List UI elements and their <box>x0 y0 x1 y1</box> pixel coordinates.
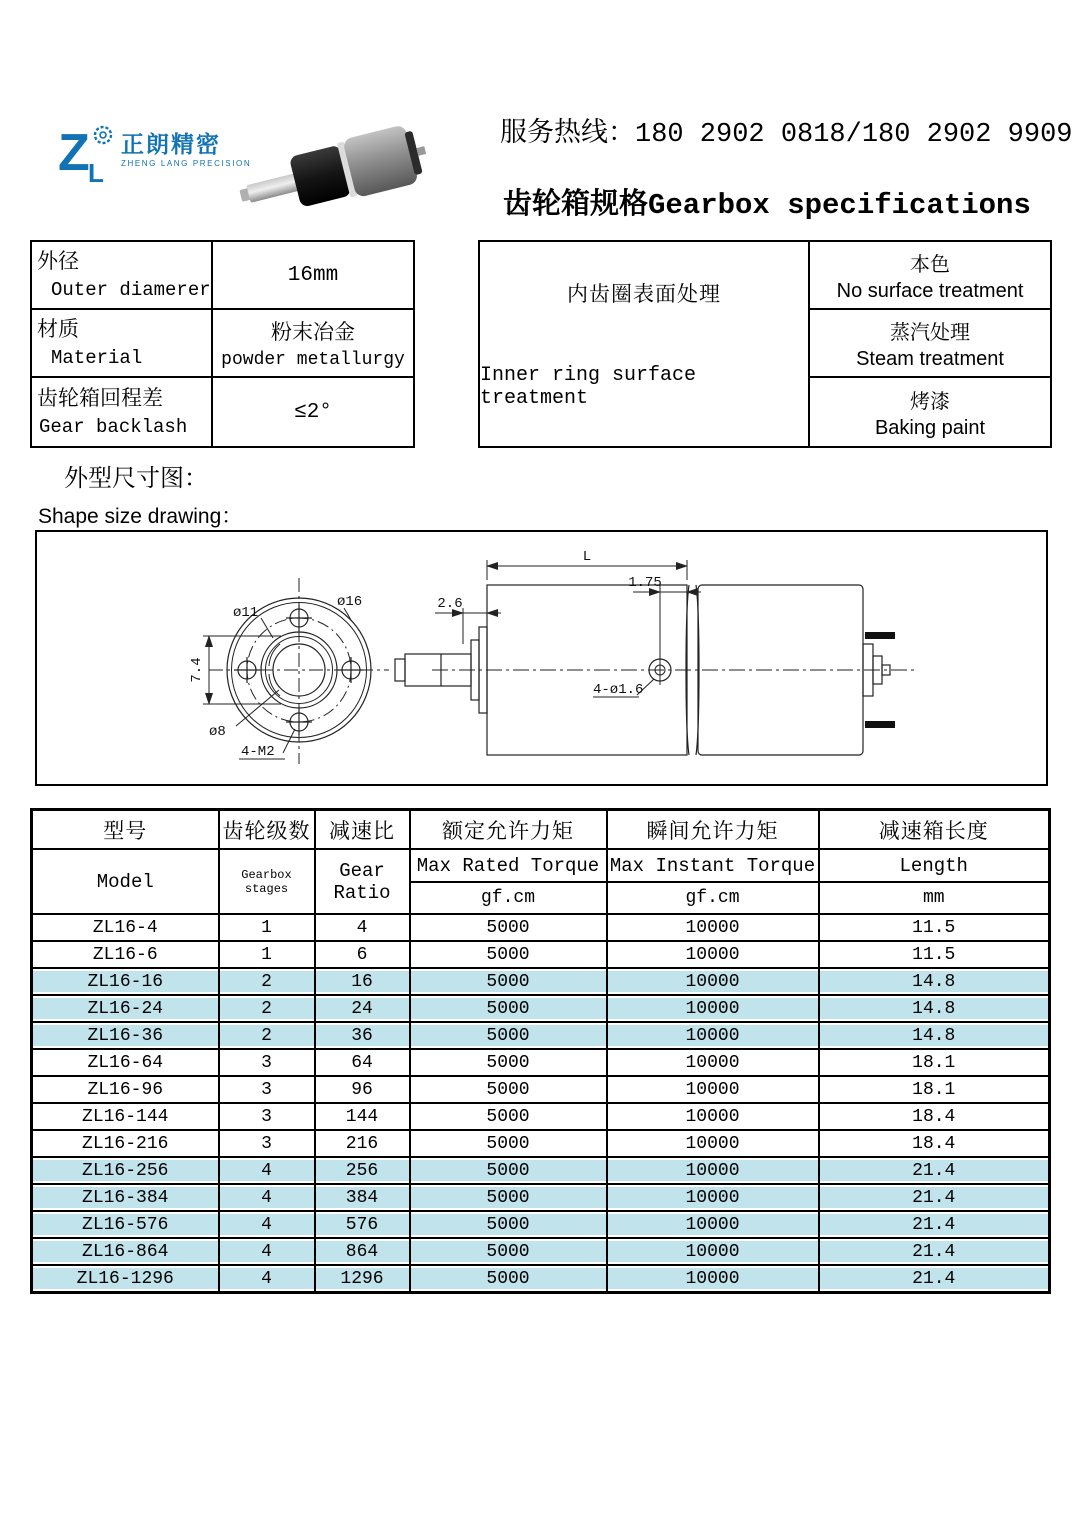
dim-phi8: ø8 <box>209 724 226 740</box>
dim-4m2: 4-M2 <box>241 744 275 760</box>
cell-length: 14.8 <box>819 1022 1050 1049</box>
cell-model: ZL16-144 <box>32 1103 219 1130</box>
value: ≤2° <box>294 400 332 424</box>
cell-stages: 3 <box>219 1049 315 1076</box>
option-en: Baking paint <box>874 416 986 439</box>
cell-ratio: 96 <box>315 1076 410 1103</box>
cell-ratio: 216 <box>315 1130 410 1157</box>
front-view <box>189 578 389 764</box>
col-model-en: Model <box>32 849 219 914</box>
table-row <box>32 1022 1050 1049</box>
table-row <box>32 1211 1050 1238</box>
cell-ratio: 64 <box>315 1049 410 1076</box>
logo-letter-l: L <box>88 158 104 184</box>
cell-length: 21.4 <box>819 1184 1050 1211</box>
cell-ratio: 16 <box>315 968 410 995</box>
spec-row-backlash-value <box>213 378 413 446</box>
table-row <box>32 1130 1050 1157</box>
spec-table-right <box>478 240 1052 448</box>
cell-model: ZL16-256 <box>32 1157 219 1184</box>
surface-option-natural <box>810 242 1050 310</box>
cell-stages: 2 <box>219 995 315 1022</box>
logo-letter-z: Z <box>58 124 90 182</box>
cell-instant: 10000 <box>607 1103 819 1130</box>
product-photo <box>233 118 438 228</box>
cell-stages: 4 <box>219 1184 315 1211</box>
cell-model: ZL16-384 <box>32 1184 219 1211</box>
cell-instant: 10000 <box>607 1049 819 1076</box>
cell-ratio: 36 <box>315 1022 410 1049</box>
cell-stages: 4 <box>219 1238 315 1265</box>
dim-1-75: 1.75 <box>628 575 662 591</box>
cell-rated: 5000 <box>410 1238 607 1265</box>
cell-stages: 3 <box>219 1076 315 1103</box>
cell-length: 18.1 <box>819 1076 1050 1103</box>
cell-length: 11.5 <box>819 914 1050 941</box>
col-length-en: Length <box>819 849 1050 882</box>
cell-stages: 4 <box>219 1157 315 1184</box>
label-cn: 齿轮箱回程差 <box>37 385 163 410</box>
cell-length: 21.4 <box>819 1265 1050 1293</box>
cell-stages: 2 <box>219 968 315 995</box>
cell-rated: 5000 <box>410 1184 607 1211</box>
table-row <box>32 1076 1050 1103</box>
cell-model: ZL16-6 <box>32 941 219 968</box>
table-row <box>32 1157 1050 1184</box>
option-cn: 烤漆 <box>910 390 950 413</box>
unit-length: mm <box>819 882 1050 914</box>
spec-table-left <box>30 240 415 448</box>
col-length-cn: 减速箱长度 <box>819 810 1050 850</box>
page-title: 齿轮箱规格Gearbox specifications <box>503 189 1031 222</box>
label-cn: 材质 <box>37 316 79 341</box>
value2: powder metallurgy <box>221 350 405 370</box>
option-en: No surface treatment <box>836 279 1024 302</box>
label-en: Gear backlash <box>39 416 188 439</box>
cell-model: ZL16-16 <box>32 968 219 995</box>
unit-instant: gf.cm <box>607 882 819 914</box>
cell-stages: 4 <box>219 1211 315 1238</box>
cell-rated: 5000 <box>410 995 607 1022</box>
cell-rated: 5000 <box>410 1157 607 1184</box>
spec-row-outer-diameter-label <box>32 242 213 310</box>
cell-length: 14.8 <box>819 968 1050 995</box>
cell-rated: 5000 <box>410 1103 607 1130</box>
cell-stages: 1 <box>219 914 315 941</box>
label-en: Inner ring surface treatment <box>480 364 697 410</box>
cell-instant: 10000 <box>607 968 819 995</box>
table-row <box>32 995 1050 1022</box>
cell-length: 14.8 <box>819 995 1050 1022</box>
surface-treatment-label <box>480 242 810 446</box>
cell-instant: 10000 <box>607 1022 819 1049</box>
spec-row-backlash-label <box>32 378 213 446</box>
cell-length: 18.1 <box>819 1049 1050 1076</box>
cell-instant: 10000 <box>607 1211 819 1238</box>
col-ratio-cn: 减速比 <box>315 810 410 850</box>
table-row <box>32 941 1050 968</box>
cell-rated: 5000 <box>410 914 607 941</box>
cell-rated: 5000 <box>410 1211 607 1238</box>
cell-stages: 1 <box>219 941 315 968</box>
value: 粉末冶金 <box>271 320 355 344</box>
gear-table-body <box>32 914 1050 1293</box>
option-cn: 本色 <box>910 253 950 276</box>
table-row <box>32 968 1050 995</box>
logo-name-en: ZHENG LANG PRECISION <box>121 159 252 169</box>
cell-ratio: 384 <box>315 1184 410 1211</box>
dim-phi11: ø11 <box>233 605 259 621</box>
cell-model: ZL16-24 <box>32 995 219 1022</box>
cell-rated: 5000 <box>410 1130 607 1157</box>
cell-stages: 2 <box>219 1022 315 1049</box>
col-model-cn: 型号 <box>32 810 219 850</box>
cell-ratio: 1296 <box>315 1265 410 1293</box>
cell-stages: 4 <box>219 1265 315 1293</box>
col-rated-cn: 额定允许力矩 <box>410 810 607 850</box>
table-row <box>32 1049 1050 1076</box>
service-hotline: 服务热线：180 2902 0818/180 2902 9909 <box>500 120 1073 150</box>
logo-mark-icon <box>58 122 116 184</box>
gear-icon <box>95 127 111 143</box>
spec-row-material-label <box>32 310 213 378</box>
cell-ratio: 6 <box>315 941 410 968</box>
cell-model: ZL16-64 <box>32 1049 219 1076</box>
cell-length: 21.4 <box>819 1157 1050 1184</box>
dimension-drawing-box <box>35 530 1048 786</box>
cell-instant: 10000 <box>607 1130 819 1157</box>
table-row <box>32 1184 1050 1211</box>
col-instant-en: Max Instant Torque <box>607 849 819 882</box>
cell-rated: 5000 <box>410 968 607 995</box>
table-row <box>32 914 1050 941</box>
side-view <box>395 549 917 755</box>
drawing-label-cn: 外型尺寸图： <box>64 466 208 492</box>
cell-ratio: 144 <box>315 1103 410 1130</box>
cell-instant: 10000 <box>607 1157 819 1184</box>
cell-rated: 5000 <box>410 1076 607 1103</box>
table-row <box>32 1103 1050 1130</box>
dim-4phi16: 4-ø1.6 <box>593 682 644 698</box>
dim-L: L <box>582 549 592 565</box>
cell-model: ZL16-864 <box>32 1238 219 1265</box>
table-row <box>32 1265 1050 1293</box>
dim-7-4: 7.4 <box>189 657 205 683</box>
dimension-drawing <box>37 532 1046 784</box>
col-rated-en: Max Rated Torque <box>410 849 607 882</box>
gear-spec-table <box>30 808 1051 1294</box>
label-cn: 外径 <box>37 248 79 273</box>
header-row-cn <box>32 810 1050 850</box>
cell-model: ZL16-4 <box>32 914 219 941</box>
spec-row-material-value <box>213 310 413 378</box>
spec-row-outer-diameter-value <box>213 242 413 310</box>
dim-phi16: ø16 <box>337 594 363 610</box>
label-en: Material <box>51 347 143 370</box>
cell-length: 18.4 <box>819 1130 1050 1157</box>
cell-length: 21.4 <box>819 1238 1050 1265</box>
table-row <box>32 1238 1050 1265</box>
col-ratio-en: Gear Ratio <box>315 849 410 914</box>
label-cn: 内齿圈表面处理 <box>567 282 721 306</box>
cell-model: ZL16-216 <box>32 1130 219 1157</box>
surface-option-steam <box>810 310 1050 378</box>
cell-rated: 5000 <box>410 941 607 968</box>
company-logo <box>58 122 251 184</box>
cell-instant: 10000 <box>607 1265 819 1293</box>
cell-instant: 10000 <box>607 941 819 968</box>
dim-2-6: 2.6 <box>437 596 463 612</box>
cell-rated: 5000 <box>410 1265 607 1293</box>
cell-instant: 10000 <box>607 995 819 1022</box>
option-en: Steam treatment <box>856 347 1004 370</box>
cell-length: 18.4 <box>819 1103 1050 1130</box>
cell-instant: 10000 <box>607 1238 819 1265</box>
cell-rated: 5000 <box>410 1022 607 1049</box>
cell-rated: 5000 <box>410 1049 607 1076</box>
cell-instant: 10000 <box>607 914 819 941</box>
cell-ratio: 24 <box>315 995 410 1022</box>
cell-model: ZL16-1296 <box>32 1265 219 1293</box>
option-cn: 蒸汽处理 <box>890 321 970 344</box>
cell-ratio: 864 <box>315 1238 410 1265</box>
label-en: Outer diamerer <box>51 279 211 302</box>
cell-model: ZL16-576 <box>32 1211 219 1238</box>
cell-length: 21.4 <box>819 1211 1050 1238</box>
cell-model: ZL16-36 <box>32 1022 219 1049</box>
drawing-label-en: Shape size drawing： <box>38 505 243 528</box>
logo-text <box>121 122 251 168</box>
value: 16mm <box>287 263 339 287</box>
cell-instant: 10000 <box>607 1184 819 1211</box>
col-instant-cn: 瞬间允许力矩 <box>607 810 819 850</box>
col-stages-cn: 齿轮级数 <box>219 810 315 850</box>
cell-stages: 3 <box>219 1103 315 1130</box>
cell-stages: 3 <box>219 1130 315 1157</box>
unit-rated: gf.cm <box>410 882 607 914</box>
cell-ratio: 256 <box>315 1157 410 1184</box>
cell-model: ZL16-96 <box>32 1076 219 1103</box>
logo-name-cn: 正朗精密 <box>121 131 221 157</box>
surface-option-paint <box>810 378 1050 446</box>
cell-instant: 10000 <box>607 1076 819 1103</box>
cell-ratio: 576 <box>315 1211 410 1238</box>
cell-length: 11.5 <box>819 941 1050 968</box>
col-stages-en: Gearbox stages <box>219 849 315 914</box>
cell-ratio: 4 <box>315 914 410 941</box>
header-row-en <box>32 849 1050 882</box>
